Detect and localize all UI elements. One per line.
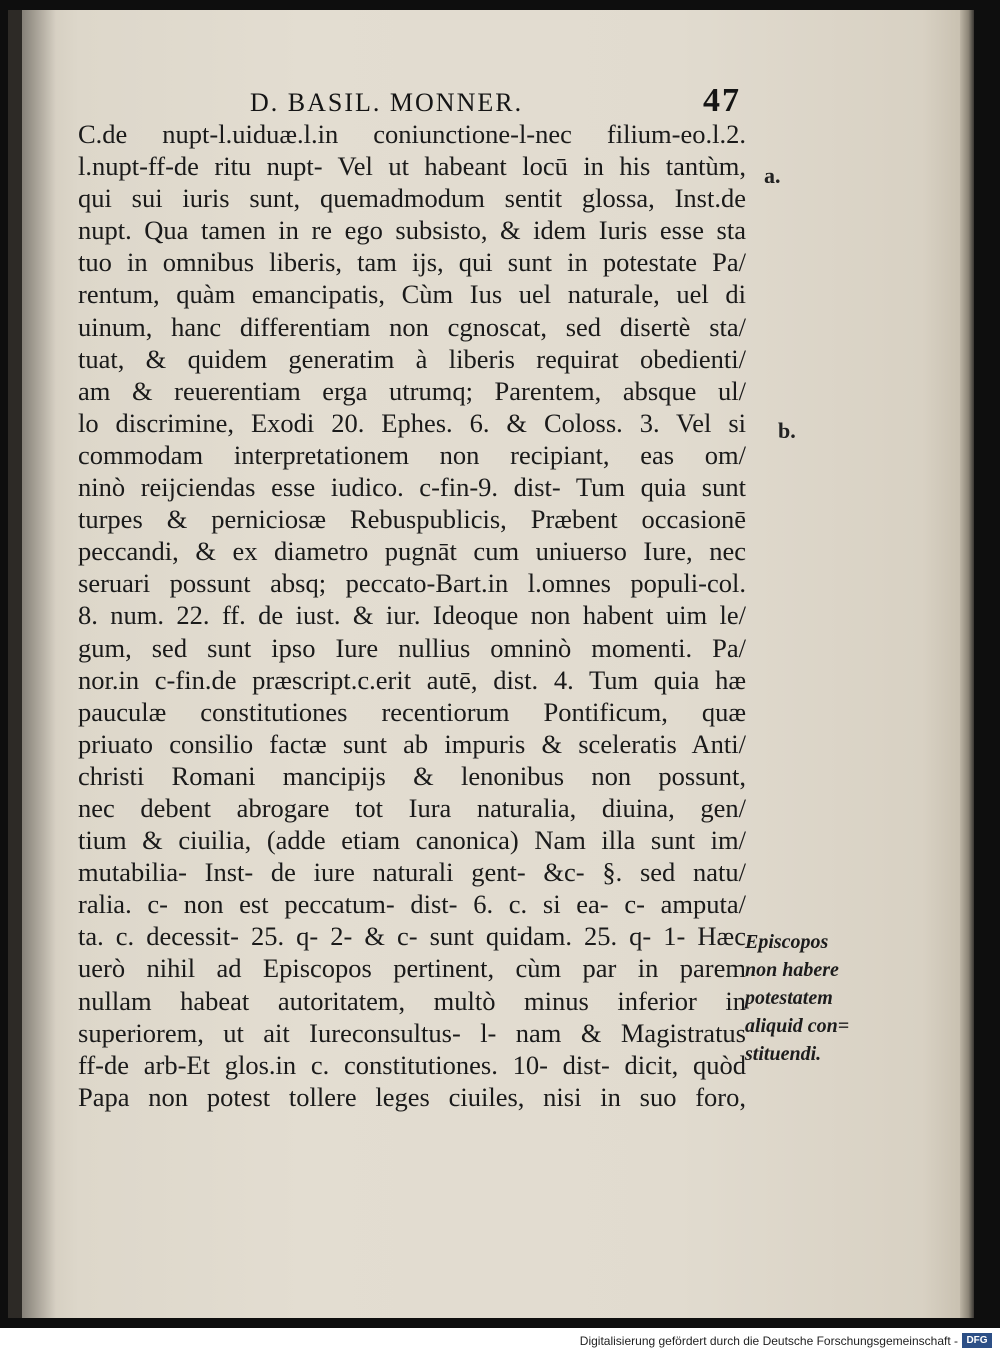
funding-credit: Digitalisierung gefördert durch die Deutsche Forschungsgemeinschaft - bbox=[579, 1334, 958, 1348]
text-line: gum, sed sunt ipso Iure nullius omninò momenti. Pa/ bbox=[78, 632, 746, 663]
text-line: mutabilia- Inst- de iure naturali gent- &c- §. sed natu/ bbox=[78, 857, 746, 888]
text-line: rentum, quàm emancipatis, Cùm Ius uel naturale, uel di bbox=[78, 279, 746, 310]
text-line: am & reuerentiam erga utrumq; Parentem, absque ul/ bbox=[78, 375, 746, 406]
text-line: commodam interpretationem non recipiant, eas om/ bbox=[78, 439, 746, 470]
marginal-note-line: non habere bbox=[745, 959, 839, 981]
text-line: ninò reijciendas esse iudico. c-fin-9. dist- Tum quia sunt bbox=[78, 472, 746, 503]
marginal-note-line: aliquid con= bbox=[745, 1015, 850, 1037]
margin-mark-b: b. bbox=[778, 418, 796, 443]
marginal-note-line: potestatem bbox=[745, 987, 833, 1009]
page-edge bbox=[960, 10, 974, 1318]
text-line: nullam habeat autoritatem, multò minus inferior in bbox=[78, 985, 746, 1016]
text-line: uinum, hanc differentiam non cgnoscat, sed disertè sta/ bbox=[78, 311, 746, 342]
text-line: Papa non potest tollere leges ciuiles, nisi in suo foro, bbox=[78, 1081, 746, 1112]
text-line: ff-de arb-Et glos.in c. constitutiones. 10- dist- dicit, quòd bbox=[78, 1049, 746, 1080]
text-line: nec debent abrogare tot Iura naturalia, diuina, gen/ bbox=[78, 792, 746, 823]
text-line: pauculæ constitutiones recentiorum Pontificum, quæ bbox=[78, 696, 746, 727]
text-line: superiorem, ut ait Iureconsultus- l- nam & Magistratus bbox=[78, 1017, 746, 1048]
text-line: turpes & perniciosæ Rebuspublicis, Præbent occasionē bbox=[78, 504, 746, 535]
text-line: ta. c. decessit- 25. q- 2- & c- sunt quidam. 25. q- 1- Hæc bbox=[78, 921, 746, 952]
text-line: l.nupt-ff-de ritu nupt- Vel ut habeant locū in his tantùm, bbox=[78, 151, 746, 182]
text-line: christi Romani mancipijs & lenonibus non possunt, bbox=[78, 760, 746, 791]
text-line: ralia. c- non est peccatum- dist- 6. c. si ea- c- amputa/ bbox=[78, 889, 746, 920]
text-line: C.de nupt-l.uiduæ.l.in coniunctione-l-nec filium-eo.l.2. bbox=[78, 119, 746, 149]
text-line: seruari possunt absq; peccato-Bart.in l.omnes populi-col. bbox=[78, 568, 746, 599]
body-text bbox=[78, 118, 746, 1113]
marginal-note bbox=[745, 928, 870, 1068]
text-line: priuato consilio factæ sunt ab impuris & sceleratis Anti/ bbox=[78, 728, 746, 759]
text-line: lo discrimine, Exodi 20. Ephes. 6. & Coloss. 3. Vel si bbox=[78, 407, 746, 438]
text-line: tuat, & quidem generatim à liberis requirat obedienti/ bbox=[78, 343, 746, 374]
text-line: tium & ciuilia, (adde etiam canonica) Nam illa sunt im/ bbox=[78, 825, 746, 856]
marginal-note-line: stituendi. bbox=[745, 1043, 822, 1065]
text-line: tuo in omnibus liberis, tam ijs, qui sunt in potestate Pa/ bbox=[78, 247, 746, 278]
text-line: nor.in c-fin.de præscript.c.erit autē, dist. 4. Tum quia hæ bbox=[78, 664, 746, 695]
text-line: nupt. Qua tamen in re ego subsisto, & idem Iuris esse sta bbox=[78, 215, 746, 246]
dfg-logo: DFG bbox=[962, 1333, 992, 1348]
text-line: peccandi, & ex diametro pugnāt cum uniuerso Iure, nec bbox=[78, 536, 746, 567]
margin-mark-a: a. bbox=[764, 163, 781, 188]
marginal-note-line: Episcopos bbox=[745, 931, 829, 953]
running-title: D. BASIL. MONNER. bbox=[250, 88, 524, 117]
text-line: uerò nihil ad Episcopos pertinent, cùm par in parem bbox=[78, 953, 746, 984]
footer-bar bbox=[0, 1328, 1000, 1354]
text-line: qui sui iuris sunt, quemadmodum sentit glossa, Inst.de bbox=[78, 183, 746, 214]
gutter-shadow bbox=[22, 10, 56, 1318]
page-number: 47 bbox=[703, 82, 741, 119]
text-line: 8. num. 22. ff. de iust. & iur. Ideoque non habent uim le/ bbox=[78, 600, 746, 631]
